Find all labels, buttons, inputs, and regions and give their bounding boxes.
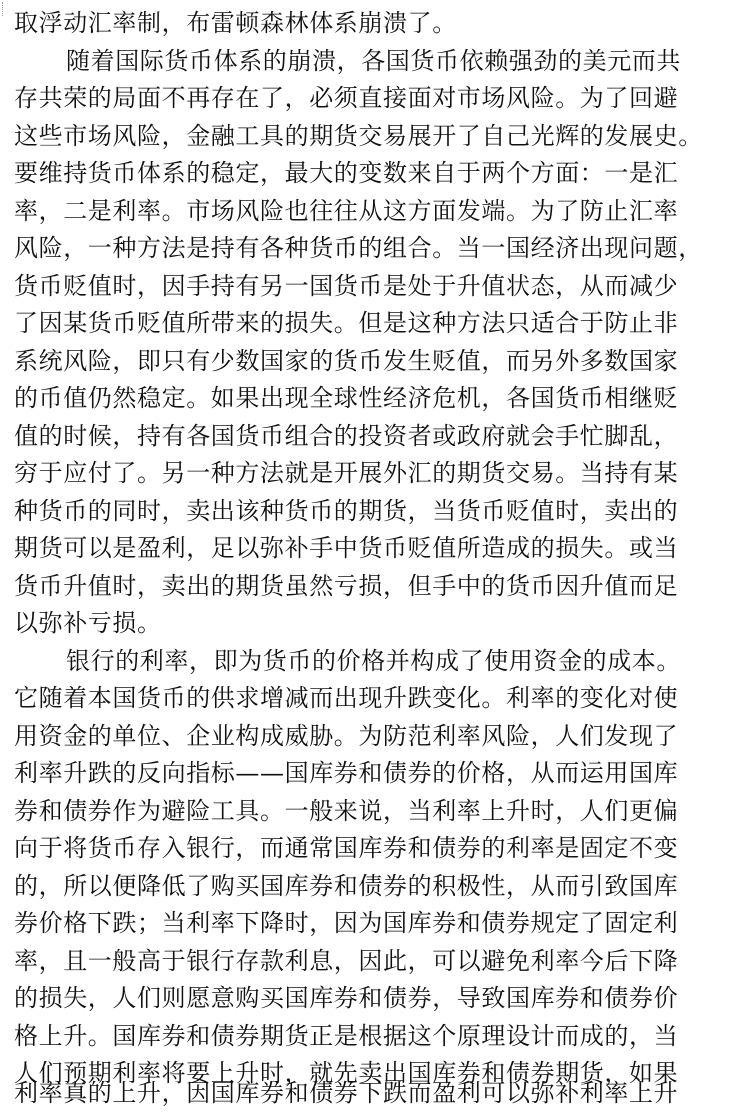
text-line: 种货币的同时，卖出该种货币的期货，当货币贬值时，卖出的 xyxy=(14,497,679,525)
text-line: 系统风险，即只有少数国家的货币发生贬值，而另外多数国家 xyxy=(14,347,679,375)
text-line: 货币升值时，卖出的期货虽然亏损，但手中的货币因升值而足 xyxy=(14,572,679,600)
text-line: 风险，一种方法是持有各种货币的组合。当一国经济出现问题， xyxy=(14,234,703,262)
text-line: 用资金的单位、企业构成威胁。为防范利率风险，人们发现了 xyxy=(14,722,679,750)
text-line: 期货可以是盈利，足以弥补手中货币贬值所造成的损失。或当 xyxy=(14,534,679,562)
text-line: 券价格下跌；当利率下降时，因为国库券和债券规定了固定利 xyxy=(14,909,679,937)
text-line: 人们预期利率将要上升时，就先卖出国库券和债券期货，如果 xyxy=(14,1059,679,1087)
text-line: 取浮动汇率制，布雷顿森林体系崩溃了。 xyxy=(14,9,457,37)
text-line: 它随着本国货币的供求增减而出现升跌变化。利率的变化对使 xyxy=(14,684,679,712)
text-line: 利率真的上升，因国库券和债券下跌而盈利可以弥补利率上升 xyxy=(14,1079,679,1107)
text-line: 率，二是利率。市场风险也往往从这方面发端。为了防止汇率 xyxy=(14,197,679,225)
text-line: 货币贬值时，因手持有另一国货币是处于升值状态，从而减少 xyxy=(14,272,679,300)
text-line: 以弥补亏损。 xyxy=(14,609,162,637)
text-line: 值的时候，持有各国货币组合的投资者或政府就会手忙脚乱， xyxy=(14,422,679,450)
text-line: 的币值仍然稳定。如果出现全球性经济危机，各国货币相继贬 xyxy=(14,384,679,412)
text-line: 率，且一般高于银行存款利息，因此，可以避免利率今后下降 xyxy=(14,947,679,975)
text-line: 的损失，人们则愿意购买国库券和债券，导致国库券和债券价 xyxy=(14,984,679,1012)
text-line: 券和债券作为避险工具。一般来说，当利率上升时，人们更偏 xyxy=(14,797,679,825)
text-line: 了因某货币贬值所带来的损失。但是这种方法只适合于防止非 xyxy=(14,309,679,337)
paragraph-start-line: 银行的利率，即为货币的价格并构成了使用资金的成本。 xyxy=(66,647,681,675)
paragraph-start-line: 随着国际货币体系的崩溃，各国货币依赖强劲的美元而共 xyxy=(66,47,681,75)
text-line: 利率升跌的反向指标——国库券和债券的价格，从而运用国库 xyxy=(14,759,679,787)
text-line: 要维持货币体系的稳定，最大的变数来自于两个方面：一是汇 xyxy=(14,159,679,187)
scan-artifact xyxy=(2,2,13,16)
text-line: 的，所以便降低了购买国库券和债券的积极性，从而引致国库 xyxy=(14,872,679,900)
text-line: 存共荣的局面不再存在了，必须直接面对市场风险。为了回避 xyxy=(14,84,679,112)
text-line: 穷于应付了。另一种方法就是开展外汇的期货交易。当持有某 xyxy=(14,459,679,487)
text-line: 向于将货币存入银行，而通常国库券和债券的利率是固定不变 xyxy=(14,834,679,862)
text-line: 这些市场风险，金融工具的期货交易展开了自己光辉的发展史。 xyxy=(14,122,703,150)
text-line: 格上升。国库券和债券期货正是根据这个原理设计而成的，当 xyxy=(14,1022,679,1050)
